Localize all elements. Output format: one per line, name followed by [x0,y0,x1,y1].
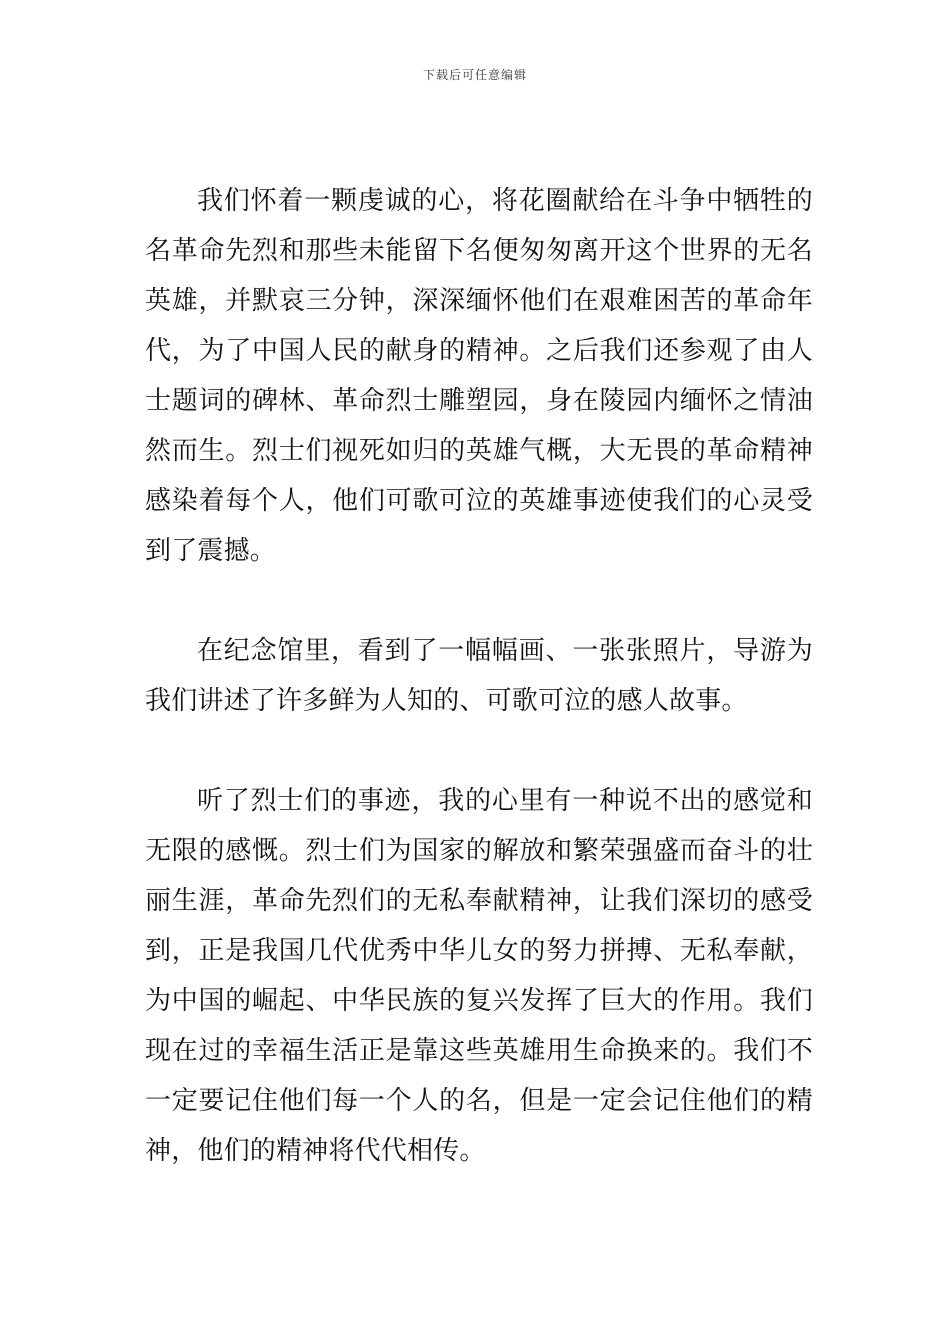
document-body [145,176,813,1176]
page-header-note: 下载后可任意编辑 [422,68,527,82]
paragraph-memorial-tribute: 我们怀着一颗虔诚的心，将花圈献给在斗争中牺牲的名革命先烈和那些未能留下名便匆匆离开这个世界的无名英雄，并默哀三分钟，深深缅怀他们在艰难困苦的革命年代，为了中国人民的献身的精神。之后我们还参观了由人士题词的碑林、革命烈士雕塑园，身在陵园内缅怀之情油然而生。烈士们视死如归的英雄气概，大无畏的革命精神感染着每个人，他们可歌可泣的英雄事迹使我们的心灵受到了震撼。 [145,186,813,566]
paragraph-reflection: 听了烈士们的事迹，我的心里有一种说不出的感觉和无限的感慨。烈士们为国家的解放和繁荣强盛而奋斗的壮丽生涯，革命先烈们的无私奉献精神，让我们深切的感受到，正是我国几代优秀中华儿女的努力拼搏、无私奉献，为中国的崛起、中华民族的复兴发挥了巨大的作用。我们现在过的幸福生活正是靠这些英雄用生命换来的。我们不一定要记住他们每一个人的名，但是一定会记住他们的精神，他们的精神将代代相传。 [145,786,813,1166]
paragraph-memorial-hall: 在纪念馆里，看到了一幅幅画、一张张照片，导游为我们讲述了许多鲜为人知的、可歌可泣的感人故事。 [145,636,813,716]
